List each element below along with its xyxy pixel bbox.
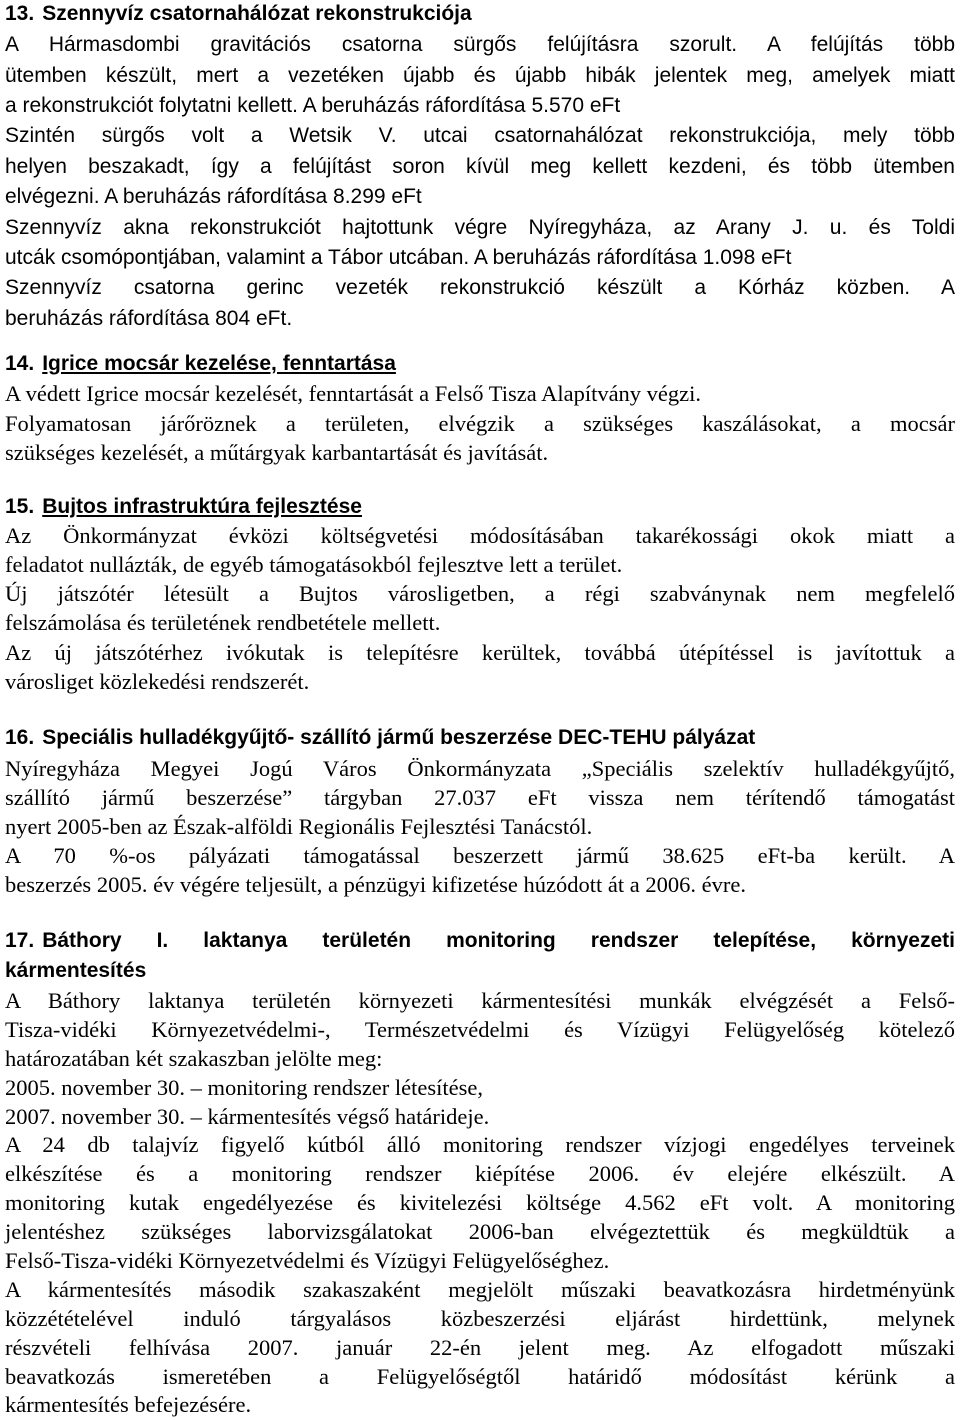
paragraph-line: Szennyvíz csatorna gerinc vezeték rekonstrukció készült a Kórház közben. A (5, 276, 955, 299)
paragraph-line: helyen beszakadt, így a felújítást soron kívül meg kellett kezdeni, és több ütemben (5, 155, 955, 178)
paragraph-line: Felső-Tisza-vidéki Környezetvédelmi és Vízügyi Felügyelőséghez. (5, 1248, 610, 1273)
paragraph-line: szállító jármű beszerzése” tárgyban 27.037 eFt vissza nem térítendő támogatást (5, 785, 955, 810)
paragraph-line: Az Önkormányzat évközi költségvetési módosításában takarékossági okok miatt a (5, 523, 955, 548)
paragraph-line: Tisza-vidéki Környezetvédelmi-, Természetvédelmi és Vízügyi Felügyelőség kötelező (5, 1017, 955, 1042)
paragraph-line: A védett Igrice mocsár kezelését, fenntartását a Felső Tisza Alapítvány végzi. (5, 381, 702, 406)
paragraph-line: szükséges kezelését, a műtárgyak karbantartását és javítását. (5, 440, 549, 465)
paragraph-line: határozatában két szakaszban jelölte meg: (5, 1046, 383, 1071)
section-number: 17. (5, 929, 35, 952)
paragraph-line: beruházás ráfordítása 804 eFt. (5, 307, 293, 330)
section-number: 14. (5, 352, 35, 375)
paragraph-line: beszerzés 2005. év végére teljesült, a pénzügyi kifizetése húzódott át a 2006. évre. (5, 872, 746, 897)
paragraph-line: monitoring kutak engedélyezése és kivitelezési költsége 4.562 eFt volt. A monitoring (5, 1190, 955, 1215)
section-14-heading (5, 349, 955, 379)
paragraph-line: felszámolása és területének rendbetétele mellett. (5, 610, 441, 635)
paragraph-line: A 24 db talajvíz figyelő kútból álló monitoring rendszer vízjogi engedélyes terveinek (5, 1132, 955, 1157)
section-17-heading (5, 926, 955, 956)
paragraph-line: nyert 2005-ben az Észak-alföldi Regionális Fejlesztési Tanácstól. (5, 814, 593, 839)
paragraph-line: Az új játszótérhez ivókutak is telepítésre kerültek, továbbá útépítéssel is javítottuk a (5, 640, 955, 665)
paragraph-line: 2007. november 30. – kármentesítés végső határideje. (5, 1104, 490, 1129)
paragraph-line: részvételi felhívása 2007. január 22-én jelent meg. Az elfogadott műszaki (5, 1335, 955, 1360)
paragraph-line: Szintén sürgős volt a Wetsik V. utcai csatornahálózat rekonstrukciója, mely több (5, 124, 955, 147)
section-title: Báthory I. laktanya területén monitoring rendszer telepítése, környezeti (42, 929, 955, 952)
paragraph-line: elkészítése és a monitoring rendszer kiépítése 2006. év elejére elkészült. A (5, 1161, 955, 1186)
paragraph-line: Szennyvíz akna rekonstrukciót hajtottunk végre Nyíregyháza, az Arany J. u. és Toldi (5, 216, 955, 239)
section-15-heading (5, 492, 955, 522)
paragraph-line: A kármentesítés második szakaszaként megjelölt műszaki beavatkozásra hirdetményünk (5, 1277, 955, 1302)
section-title: Szennyvíz csatornahálózat rekonstrukciója (42, 2, 472, 25)
section-16-heading (5, 723, 955, 753)
paragraph-line: 2005. november 30. – monitoring rendszer létesítése, (5, 1075, 484, 1100)
section-17-heading-continued: kármentesítés (5, 959, 147, 982)
paragraph-line: ütemben készült, mert a vezetéken újabb és újabb hibák jelentek meg, amelyek miatt (5, 64, 955, 87)
section-title: Bujtos infrastruktúra fejlesztése (42, 495, 362, 518)
paragraph-line: Új játszótér létesült a Bujtos városligetben, a régi szabványnak nem megfelelő (5, 581, 955, 606)
paragraph-line: a rekonstrukciót folytatni kellett. A beruházás ráfordítása 5.570 eFt (5, 94, 621, 117)
section-number: 15. (5, 495, 35, 518)
paragraph-line: beavatkozás ismeretében a Felügyelőségtől határidő módosítást kérünk a (5, 1364, 955, 1389)
paragraph-line: A Báthory laktanya területén környezeti kármentesítési munkák elvégzését a Felső- (5, 988, 955, 1013)
paragraph-line: Folyamatosan járőröznek a területen, elvégzik a szükséges kaszálásokat, a mocsár (5, 411, 955, 436)
paragraph-line: Nyíregyháza Megyei Jogú Város Önkormányzata „Speciális szelektív hulladékgyűjtő, (5, 756, 955, 781)
paragraph-line: feladatot nullázták, de egyéb támogatásokból fejlesztve lett a terület. (5, 552, 623, 577)
paragraph-line: városliget közlekedési rendszerét. (5, 669, 310, 694)
paragraph-line: jelentéshez szükséges laborvizsgálatokat 2006-ban elvégeztettük és megküldtük a (5, 1219, 955, 1244)
section-title: Speciális hulladékgyűjtő- szállító jármű beszerzése DEC-TEHU pályázat (42, 726, 756, 749)
section-13-heading (5, 0, 955, 29)
paragraph-line: A Hármasdombi gravitációs csatorna sürgős felújításra szorult. A felújítás több (5, 33, 955, 56)
paragraph-line: elvégezni. A beruházás ráfordítása 8.299 eFt (5, 185, 422, 208)
paragraph-line: közzétételével induló tárgyalásos közbeszerzési eljárást hirdettünk, melynek (5, 1306, 955, 1331)
section-number: 13. (5, 2, 35, 25)
paragraph-line: A 70 %-os pályázati támogatással beszerzett jármű 38.625 eFt-ba került. A (5, 843, 955, 868)
paragraph-line: utcák csomópontjában, valamint a Tábor utcában. A beruházás ráfordítása 1.098 eFt (5, 246, 792, 269)
section-title: Igrice mocsár kezelése, fenntartása (42, 352, 396, 375)
paragraph-line: kármentesítés befejezésére. (5, 1392, 252, 1417)
section-number: 16. (5, 726, 35, 749)
